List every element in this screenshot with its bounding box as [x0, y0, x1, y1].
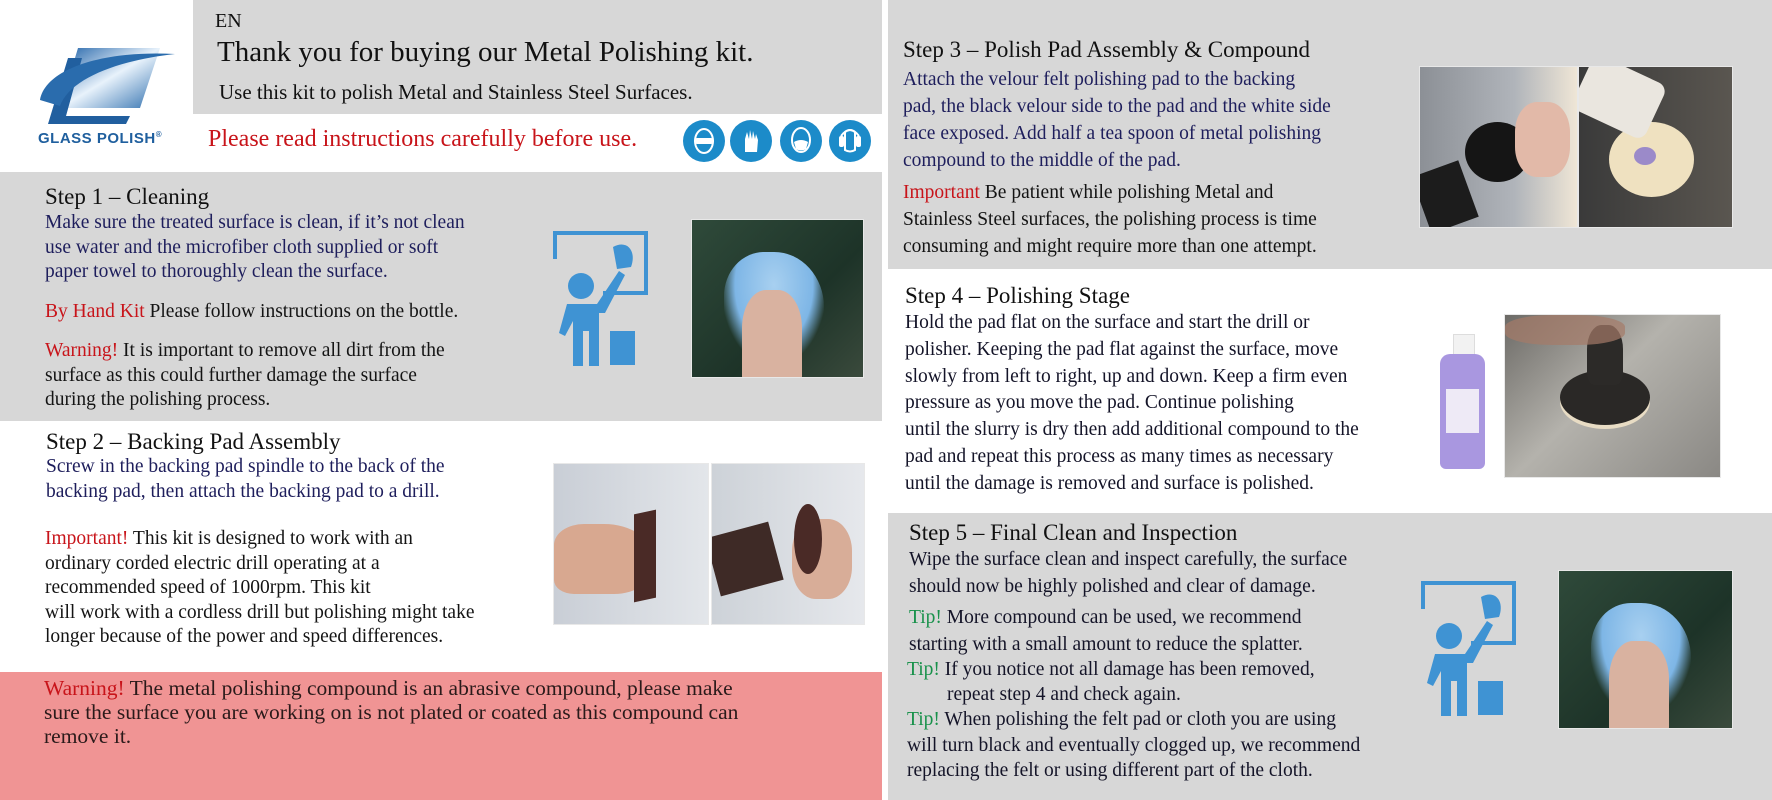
read-instructions-notice: Please read instructions carefully before use. [208, 126, 638, 152]
glass-polish-logo-icon [20, 30, 192, 125]
gloves-icon [730, 120, 772, 162]
page-title: Thank you for buying our Metal Polishing kit. [217, 36, 754, 68]
step-5-title: Step 5 – Final Clean and Inspection [909, 520, 1238, 545]
brand-logo: GLASS POLISH® [20, 30, 192, 150]
step-2-body: Screw in the backing pad spindle to the back of the backing pad, then attach the backing pad to a drill. [46, 456, 445, 502]
compound-bottle-image [1440, 334, 1485, 470]
polish-pad-photo-1 [1419, 66, 1578, 228]
backing-pad-photo-2 [711, 463, 865, 625]
step-3-title: Step 3 – Polish Pad Assembly & Compound [903, 37, 1311, 62]
step-2-section [0, 421, 882, 672]
step-1-title: Step 1 – Cleaning [45, 184, 210, 209]
step-3-important: Important Be patient while polishing Metal and Stainless Steel surfaces, the polishing process is time consuming and might require more than one attempt. [903, 182, 1317, 257]
step-5-tip-2: Tip! If you notice not all damage has been removed, repeat step 4 and check again. [907, 659, 1315, 705]
step-5-tip-3: Tip! When polishing the felt pad or cloth you are using will turn black and eventually clogged up, we recommend replacing the felt or using different part of the cloth. [907, 709, 1361, 781]
window-cleaning-pictogram-icon [1421, 581, 1516, 718]
polish-pad-photo-2 [1578, 66, 1733, 228]
goggles-icon [683, 120, 725, 162]
step-1-body: Make sure the treated surface is clean, if it’s not clean use water and the microfiber cloth supplied or soft paper towel to thoroughly clean the surface. [45, 212, 465, 282]
header-banner [193, 0, 882, 114]
step-5-tip-1: Tip! More compound can be used, we recommend starting with a small amount to reduce the splatter. [909, 607, 1303, 655]
step-4-title: Step 4 – Polishing Stage [905, 283, 1130, 308]
step-3-section [888, 0, 1772, 269]
mask-icon [780, 120, 822, 162]
step-4-body: Hold the pad flat on the surface and start the drill or polisher. Keeping the pad flat against the surface, move slowly from left to right, up and down. Keep a firm even pressure as you move the pad. Continue polishing until the slurry is dry then add additional compound to the pad and repeat this process as many times as necessary until the damage is removed and surface is polished. [905, 312, 1359, 494]
step-4-section [888, 269, 1772, 513]
logo-text: GLASS POLISH [38, 130, 156, 147]
step-3-body: Attach the velour felt polishing pad to the backing pad, the black velour side to the pad and the white side face exposed. Add half a tea spoon of metal polishing compound to the middle of the pad. [903, 69, 1331, 171]
backing-pad-photo-1 [553, 463, 709, 625]
polishing-photo [1504, 314, 1721, 478]
final-clean-photo [1558, 570, 1733, 729]
step-2-important: Important! This kit is designed to work with an ordinary corded electric drill operating at a recommended speed of 1000rpm. This kit will work with a cordless drill but polishing might take longer because of the power and speed differences. [45, 528, 475, 647]
language-label: EN [215, 10, 242, 32]
abrasive-warning-banner [0, 672, 882, 800]
step-1-section [0, 172, 882, 421]
step-1-warning: Warning! It is important to remove all dirt from the surface as this could further damage the surface during the polishing process. [45, 340, 445, 410]
page-subtitle: Use this kit to polish Metal and Stainless Steel Surfaces. [219, 80, 693, 104]
step-5-section [888, 513, 1772, 800]
step-1-hand-kit-note: By Hand Kit Please follow instructions on the bottle. [45, 301, 459, 322]
cleaning-photo [691, 219, 864, 378]
step-5-body: Wipe the surface clean and inspect carefully, the surface should now be highly polished and clear of damage. [909, 549, 1348, 597]
ear-protection-icon [829, 120, 871, 162]
abrasive-warning-text: Warning! The metal polishing compound is an abrasive compound, please make sure the surface you are working on is not plated or coated as this compound can remove it. [44, 676, 739, 748]
window-cleaning-pictogram-icon [553, 231, 648, 368]
step-2-title: Step 2 – Backing Pad Assembly [46, 429, 341, 454]
